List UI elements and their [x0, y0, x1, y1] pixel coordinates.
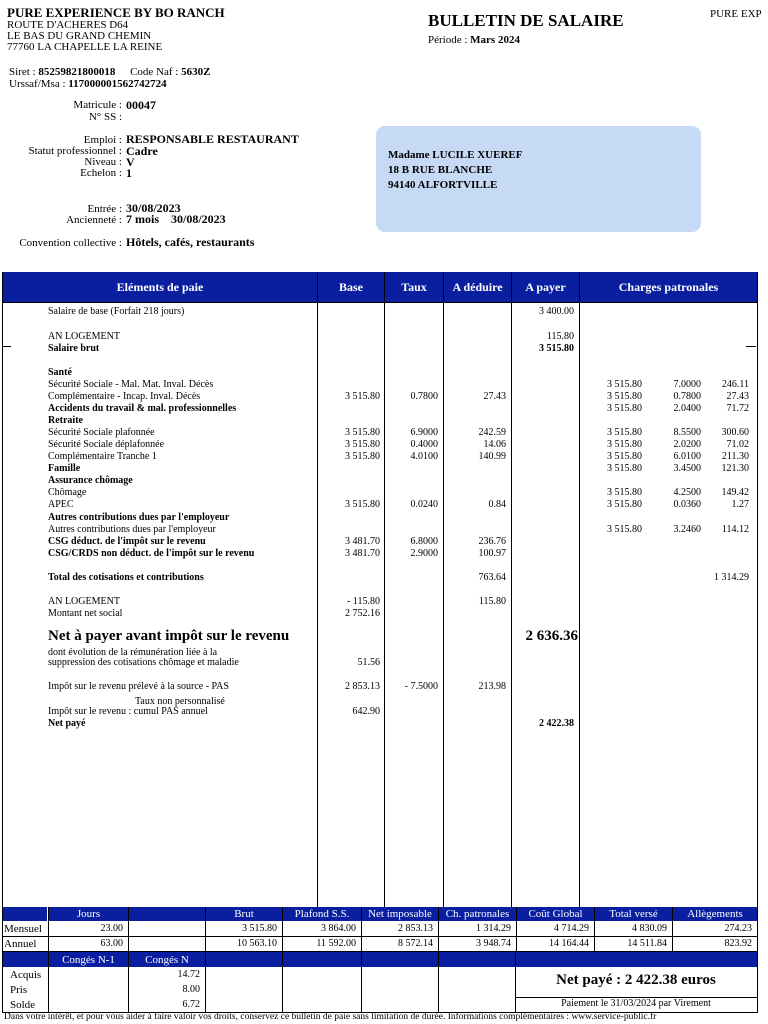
pay-line-base: 3 515.80 — [345, 427, 380, 438]
niveau-value: V — [126, 155, 135, 169]
summary-header: Net imposable — [362, 907, 438, 921]
employer-address-2: LE BAS DU GRAND CHEMIN — [7, 30, 152, 42]
entree-label: Entrée : — [87, 203, 122, 215]
pay-line-cb: 3 515.80 — [607, 379, 642, 390]
pay-line-cm: 300.60 — [721, 427, 749, 438]
pay-line-deduire: 27.43 — [483, 391, 506, 402]
pay-line-cb: 3 515.80 — [607, 463, 642, 474]
paiement-info: Paiement le 31/03/2024 par Virement — [561, 998, 711, 1009]
pay-line-label: Salaire brut — [48, 343, 100, 354]
pay-line-label: CSG déduct. de l'impôt sur le revenu — [48, 536, 206, 547]
col-header-base: Base — [318, 272, 384, 302]
statut-label: Statut professionnel : — [28, 145, 122, 157]
summary-cell: 4 714.29 — [554, 923, 589, 934]
pay-line-base: 2 853.13 — [345, 681, 380, 692]
siret-line — [9, 66, 210, 78]
pay-line-cb: 3 515.80 — [607, 427, 642, 438]
pay-line-deduire: 213.98 — [478, 681, 506, 692]
period-value: Mars 2024 — [470, 34, 520, 46]
period — [428, 34, 520, 46]
summary-row-label: Annuel — [4, 938, 37, 950]
col-header-deduire: A déduire — [444, 272, 511, 302]
pay-line-payer: 3 515.80 — [539, 343, 574, 354]
pay-line-taux: 2.9000 — [410, 548, 438, 559]
pay-line-cb: 3 515.80 — [607, 391, 642, 402]
pay-line-label: Total des cotisations et contributions — [48, 572, 204, 583]
pay-line-base: 3 515.80 — [345, 451, 380, 462]
pay-line-ct: 6.0100 — [673, 451, 701, 462]
employer-name: PURE EXPERIENCE BY BO RANCH — [7, 5, 225, 20]
pay-line-cb: 3 515.80 — [607, 499, 642, 510]
pay-line-label: CSG/CRDS non déduct. de l'impôt sur le revenu — [48, 548, 255, 559]
pay-line-label: AN LOGEMENT — [48, 596, 120, 607]
summary-cell: 274.23 — [724, 923, 752, 934]
pay-line-label: Famille — [48, 463, 81, 474]
summary-cell: 3 948.74 — [476, 938, 511, 949]
naf-label: Code Naf : — [130, 66, 179, 78]
period-label: Période : — [428, 34, 468, 46]
summary-header: Coût Global — [517, 907, 594, 921]
summary-corner — [3, 907, 47, 921]
pay-line-label: Complémentaire - Incap. Inval. Décès — [48, 391, 201, 402]
anciennete-label: Ancienneté : — [66, 214, 122, 226]
echelon-value: 1 — [126, 166, 132, 180]
matricule-label: Matricule : — [73, 99, 122, 111]
anciennete-value: 7 mois 30/08/2023 — [126, 212, 226, 226]
conges-header: Congés N-1 — [49, 952, 128, 967]
pay-line-cb: 3 515.80 — [607, 403, 642, 414]
net-avant-note: dont évolution de la rémunération liée à la — [48, 647, 218, 658]
pay-line-deduire: 242.59 — [478, 427, 506, 438]
pay-line-taux: 6.8000 — [410, 536, 438, 547]
pay-line-base: 642.90 — [352, 706, 380, 717]
pay-line-ct: 0.7800 — [673, 391, 701, 402]
pay-line-cm: 71.72 — [726, 403, 749, 414]
pay-line-taux: 6.9000 — [410, 427, 438, 438]
pay-line-label: APEC — [48, 499, 74, 510]
pay-line-base: 51.56 — [357, 657, 380, 668]
niveau-label: Niveau : — [84, 156, 122, 168]
matricule-value: 00047 — [126, 98, 156, 112]
pay-line-label: Sécurité Sociale plafonnée — [48, 427, 155, 438]
pay-line-label: Net payé — [48, 718, 86, 729]
summary-cell: 11 592.00 — [316, 938, 356, 949]
net-avant-value: 2 636.36 — [525, 628, 578, 644]
summary-header: Ch. patronales — [439, 907, 516, 921]
conges-value: 6.72 — [182, 999, 200, 1010]
pay-line-cm: 114.12 — [721, 524, 749, 535]
summary-header: Brut — [206, 907, 282, 921]
pay-line-cm: 1.27 — [731, 499, 749, 510]
siret-label: Siret : — [9, 66, 36, 78]
net-avant-label: Net à payer avant impôt sur le revenu — [48, 628, 290, 644]
pay-line-payer: 3 400.00 — [539, 306, 574, 317]
pay-line-deduire: 763.64 — [478, 572, 506, 583]
address-street: 18 B RUE BLANCHE — [388, 164, 493, 176]
urssaf-line — [9, 78, 167, 90]
summary-cell: 3 864.00 — [321, 923, 356, 934]
pay-line-label: Montant net social — [48, 608, 123, 619]
pay-line-label: Santé — [48, 367, 72, 378]
pay-line-cb: 3 515.80 — [607, 439, 642, 450]
summary-cell: 3 515.80 — [242, 923, 277, 934]
address-name: Madame LUCILE XUEREF — [388, 149, 523, 161]
pay-line-base: 3 515.80 — [345, 499, 380, 510]
conges-value: 8.00 — [182, 984, 200, 995]
pay-line-label: Accidents du travail & mal. professionnelles — [48, 403, 237, 414]
pay-line-deduire: 14.06 — [483, 439, 506, 450]
pay-line-ct: 3.4500 — [673, 463, 701, 474]
summary-header: Plafond S.S. — [283, 907, 361, 921]
echelon-label: Echelon : — [80, 167, 122, 179]
pay-line-label: Autres contributions dues par l'employeur — [48, 524, 216, 535]
footer-note: Dans votre intérêt, et pour vous aider à faire valoir vos droits, conservez ce bulletin de paie sans limitation de durée. Informations complémentaires : www.service-public.fr — [4, 1012, 657, 1022]
pay-line-base: 3 481.70 — [345, 548, 380, 559]
pay-line-label: Sécurité Sociale déplafonnée — [48, 439, 165, 450]
urssaf-label: Urssaf/Msa : — [9, 78, 66, 90]
pay-line-ct: 8.5500 — [673, 427, 701, 438]
summary-cell: 4 830.09 — [632, 923, 667, 934]
employer-address-1: ROUTE D'ACHERES D64 — [7, 19, 129, 31]
address-box — [376, 126, 701, 232]
emploi-label: Emploi : — [83, 134, 122, 146]
pay-line-label: AN LOGEMENT — [48, 331, 120, 342]
summary-header: Allègements — [673, 907, 757, 921]
summary-cell: 63.00 — [100, 938, 123, 949]
summary-header — [129, 907, 205, 921]
pay-line-label: Complémentaire Tranche 1 — [48, 451, 157, 462]
pay-line-cb: 3 515.80 — [607, 487, 642, 498]
pay-line-deduire: 140.99 — [478, 451, 506, 462]
pay-line-taux: 4.0100 — [410, 451, 438, 462]
siret-value: 85259821800018 — [38, 66, 116, 78]
pay-line-deduire: 0.84 — [488, 499, 506, 510]
pay-line-cm: 211.30 — [721, 451, 749, 462]
pay-line-cm: 71.02 — [726, 439, 749, 450]
pay-line-deduire: 115.80 — [478, 596, 506, 607]
conges-value: 14.72 — [177, 969, 200, 980]
summary-row-label: Mensuel — [4, 923, 42, 935]
statut-value: Cadre — [126, 144, 158, 158]
taux-non-personnalise: Taux non personnalisé — [135, 696, 225, 707]
pay-line-taux: 0.4000 — [410, 439, 438, 450]
emploi-value: RESPONSABLE RESTAURANT — [126, 132, 299, 146]
summary-cell: 8 572.14 — [398, 938, 433, 949]
summary-cell: 1 314.29 — [476, 923, 511, 934]
pay-line-taux: - 7.5000 — [404, 681, 438, 692]
pay-line-label: Impôt sur le revenu : cumul PAS annuel — [48, 706, 208, 717]
pay-line-ct: 4.2500 — [673, 487, 701, 498]
pay-line-taux: 0.7800 — [410, 391, 438, 402]
pay-line-ct: 2.0200 — [673, 439, 701, 450]
naf-value: 5630Z — [181, 66, 211, 78]
pay-line-cb: 3 515.80 — [607, 524, 642, 535]
convention-value: Hôtels, cafés, restaurants — [126, 235, 255, 249]
address-city: 94140 ALFORTVILLE — [388, 179, 498, 191]
employer-address-3: 77760 LA CHAPELLE LA REINE — [7, 41, 163, 53]
summary-header: Total versé — [595, 907, 672, 921]
conges-row-label: Solde — [10, 999, 36, 1011]
pay-line-label: Salaire de base (Forfait 218 jours) — [48, 306, 185, 317]
entree-value: 30/08/2023 — [126, 201, 181, 215]
pay-line-ct: 3.2460 — [673, 524, 701, 535]
pay-line-base: - 115.80 — [347, 596, 380, 607]
pay-line-payer: 115.80 — [546, 331, 574, 342]
summary-cell: 2 853.13 — [398, 923, 433, 934]
net-paye-final: Net payé : 2 422.38 euros — [556, 972, 716, 988]
summary-cell: 823.92 — [724, 938, 752, 949]
pay-line-taux: 0.0240 — [410, 499, 438, 510]
summary-cell: 23.00 — [100, 923, 123, 934]
pay-line-deduire: 100.97 — [478, 548, 506, 559]
summary-header: Jours — [49, 907, 128, 921]
conges-row-label: Acquis — [10, 969, 42, 981]
pay-line-base: 3 481.70 — [345, 536, 380, 547]
pay-line-deduire: 236.76 — [478, 536, 506, 547]
pay-line-base: 2 752.16 — [345, 608, 380, 619]
col-header-payer: A payer — [512, 272, 579, 302]
pay-line-cm: 1 314.29 — [714, 572, 749, 583]
pay-line-cm: 149.42 — [721, 487, 749, 498]
pay-line-cb: 3 515.80 — [607, 451, 642, 462]
pay-line-cm: 246.11 — [721, 379, 749, 390]
convention-label: Convention collective : — [19, 237, 122, 249]
conges-header: Congés N — [129, 952, 205, 967]
conges-row-label: Pris — [10, 984, 28, 996]
pay-line-ct: 0.0360 — [673, 499, 701, 510]
pay-line-label: Autres contributions dues par l'employeur — [48, 512, 230, 523]
pay-line-cm: 121.30 — [721, 463, 749, 474]
pay-line-label: Retraite — [48, 415, 83, 426]
ss-label: N° SS : — [88, 111, 122, 123]
pay-line-label: Sécurité Sociale - Mal. Mat. Inval. Décès — [48, 379, 214, 390]
pay-line-ct: 7.0000 — [673, 379, 701, 390]
pay-line-label: suppression des cotisations chômage et maladie — [48, 657, 239, 668]
page-title: BULLETIN DE SALAIRE — [428, 11, 624, 30]
pay-line-label: Assurance chômage — [48, 475, 133, 486]
summary-cell: 10 563.10 — [237, 938, 277, 949]
pay-line-base: 3 515.80 — [345, 391, 380, 402]
pay-line-label: Chômage — [48, 487, 87, 498]
summary-cell: 14 164.44 — [549, 938, 589, 949]
col-header-elements: Eléments de paie — [3, 272, 317, 302]
urssaf-value: 117000001562742724 — [68, 78, 167, 90]
corner-label: PURE EXP — [710, 8, 762, 20]
pay-line-label: Impôt sur le revenu prélevé à la source - PAS — [48, 681, 229, 692]
pay-line-payer: 2 422.38 — [539, 718, 574, 729]
pay-line-ct: 2.0400 — [673, 403, 701, 414]
col-header-charges: Charges patronales — [580, 272, 757, 302]
col-header-taux: Taux — [385, 272, 443, 302]
pay-line-base: 3 515.80 — [345, 439, 380, 450]
pay-line-cm: 27.43 — [726, 391, 749, 402]
summary-cell: 14 511.84 — [627, 938, 667, 949]
